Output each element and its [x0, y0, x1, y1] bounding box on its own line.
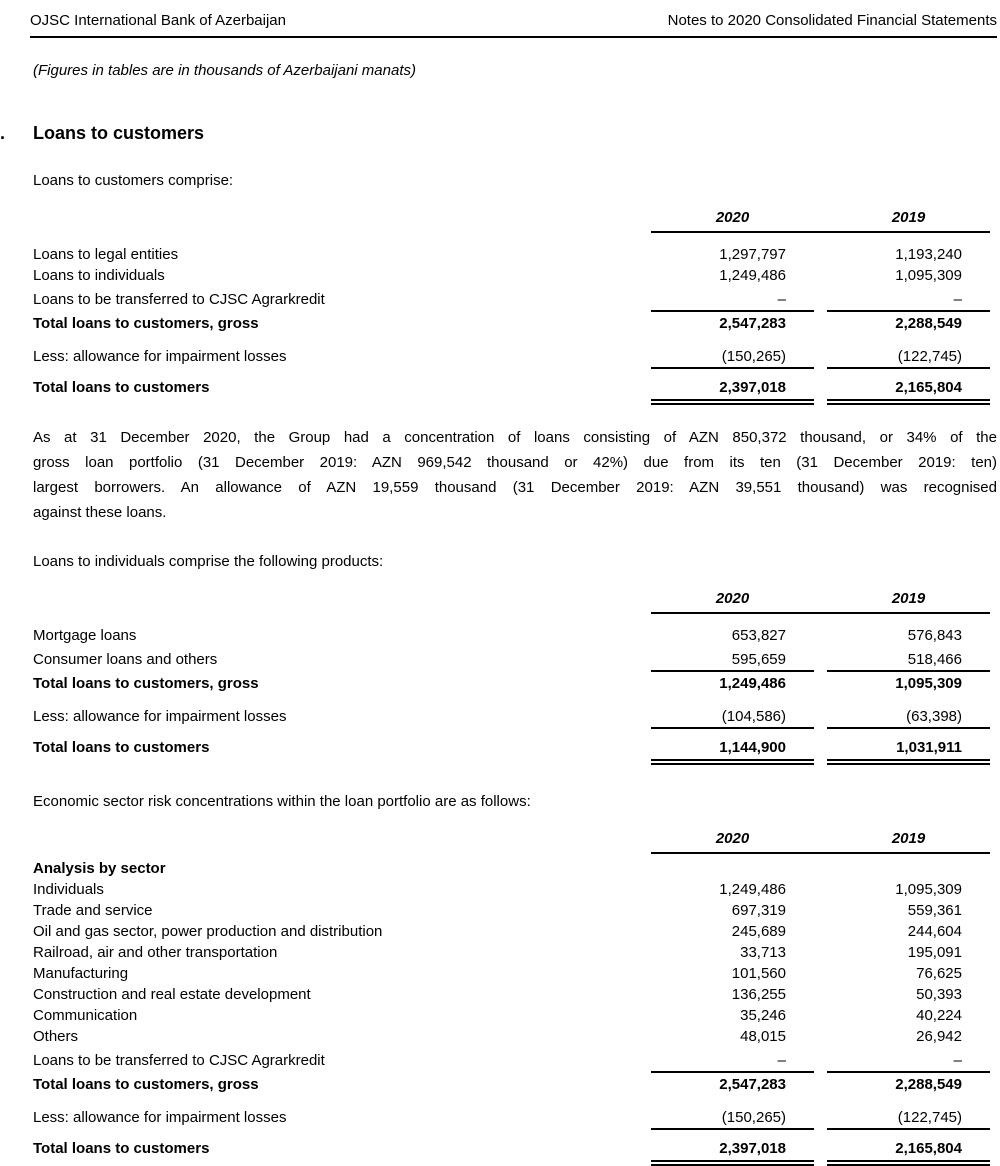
- row-label: Individuals: [33, 881, 104, 898]
- table-section-row: [33, 860, 990, 881]
- row-label: Others: [33, 1028, 79, 1045]
- value-2019: 1,031,911: [827, 739, 990, 765]
- value-2020: 2,547,283: [719, 315, 786, 332]
- table-row-total: [33, 739, 990, 765]
- row-label: Total loans to customers, gross: [33, 315, 259, 332]
- value-2020: 1,249,486: [719, 881, 786, 898]
- row-label: Manufacturing: [33, 965, 129, 982]
- value-2020: 2,547,283: [719, 1076, 786, 1093]
- value-2019: 40,224: [916, 1007, 962, 1024]
- section-heading: [0, 123, 997, 144]
- figures-note: (Figures in tables are in thousands of Azerbaijani manats): [33, 62, 416, 79]
- value-2019: 1,095,309: [895, 267, 962, 284]
- row-label: Railroad, air and other transportation: [33, 944, 278, 961]
- row-label: Loans to be transferred to CJSC Agrarkredit: [33, 291, 325, 308]
- row-label: Oil and gas sector, power production and distribution: [33, 923, 383, 940]
- table-loans-to-individuals-products: [33, 590, 990, 765]
- value-2019: 2,165,804: [827, 1140, 990, 1166]
- section-title: Loans to customers: [33, 123, 205, 143]
- table-row: [33, 291, 990, 312]
- value-2019: 576,843: [907, 627, 962, 644]
- table-economic-sector-concentrations: [33, 830, 990, 1166]
- row-label: Total loans to customers: [33, 379, 210, 396]
- value-2019: 26,942: [916, 1028, 962, 1045]
- value-2020: –: [651, 291, 814, 312]
- table-header-row: [33, 590, 990, 614]
- table2-lead: Loans to individuals comprise the following products:: [33, 553, 384, 570]
- value-2020: 245,689: [731, 923, 786, 940]
- row-label: Total loans to customers: [33, 1140, 210, 1157]
- running-header: [30, 12, 997, 38]
- value-2019: (63,398): [827, 708, 990, 729]
- table-row: [33, 965, 990, 986]
- table-row: [33, 1028, 990, 1049]
- value-2019: 1,095,309: [895, 881, 962, 898]
- value-2020: 2,397,018: [651, 1140, 814, 1166]
- table-row-total-gross: [33, 315, 990, 336]
- value-2019: 2,288,549: [895, 315, 962, 332]
- value-2019: 2,165,804: [827, 379, 990, 405]
- table-row: [33, 881, 990, 902]
- table-row-allowance: [33, 348, 990, 369]
- table-row: [33, 923, 990, 944]
- column-header-2020: 2020: [715, 590, 750, 607]
- value-2019: –: [827, 291, 990, 312]
- table-header-row: [33, 209, 990, 233]
- row-label: Loans to legal entities: [33, 246, 179, 263]
- header-company-name: OJSC International Bank of Azerbaijan: [30, 12, 286, 29]
- value-2019: 518,466: [827, 651, 990, 672]
- value-2020: (104,586): [651, 708, 814, 729]
- value-2020: 1,144,900: [651, 739, 814, 765]
- row-label: Less: allowance for impairment losses: [33, 708, 287, 725]
- table-row: [33, 651, 990, 672]
- table-row-total: [33, 1140, 990, 1166]
- table-loans-to-customers-comprise: [33, 209, 990, 405]
- table-header-row: [33, 830, 990, 854]
- value-2020: 35,246: [740, 1007, 786, 1024]
- table-row: [33, 1007, 990, 1028]
- row-label: Communication: [33, 1007, 138, 1024]
- column-header-2019: 2019: [891, 590, 926, 607]
- value-2020: 1,249,486: [719, 675, 786, 692]
- value-2020: 101,560: [731, 965, 786, 982]
- paragraph-line: As at 31 December 2020, the Group had a concentration of loans consisting of AZN 850,372 thousand, or 34% of the: [33, 429, 997, 446]
- row-label: Loans to individuals: [33, 267, 165, 284]
- row-label: Analysis by sector: [33, 860, 166, 877]
- value-2019: 195,091: [907, 944, 962, 961]
- table-row-allowance: [33, 1109, 990, 1130]
- row-label: Loans to be transferred to CJSC Agrarkredit: [33, 1052, 325, 1069]
- value-2020: 33,713: [740, 944, 786, 961]
- value-2020: 697,319: [731, 902, 786, 919]
- value-2019: (122,745): [827, 1109, 990, 1130]
- row-label: Consumer loans and others: [33, 651, 218, 668]
- value-2020: 136,255: [731, 986, 786, 1003]
- value-2020: 48,015: [740, 1028, 786, 1045]
- paragraph-line: gross loan portfolio (31 December 2019: AZN 969,542 thousand or 42%) due from its ten (31 December 2019: ten): [33, 454, 997, 471]
- paragraph-line: largest borrowers. An allowance of AZN 19,559 thousand (31 December 2019: AZN 39,551 thousand) was recognised: [33, 479, 997, 496]
- value-2020: (150,265): [651, 348, 814, 369]
- value-2020: 1,297,797: [719, 246, 786, 263]
- table3-lead: Economic sector risk concentrations within the loan portfolio are as follows:: [33, 793, 531, 810]
- value-2020: 2,397,018: [651, 379, 814, 405]
- column-header-2020: 2020: [715, 209, 750, 226]
- value-2019: 1,095,309: [895, 675, 962, 692]
- table-row: [33, 1052, 990, 1073]
- table-row: [33, 902, 990, 923]
- column-header-2020: 2020: [715, 830, 750, 847]
- table1-lead: Loans to customers comprise:: [33, 172, 234, 189]
- row-label: Trade and service: [33, 902, 153, 919]
- value-2020: 595,659: [651, 651, 814, 672]
- section-number-fragment: .: [0, 123, 6, 143]
- column-header-2019: 2019: [891, 830, 926, 847]
- paragraph-line: against these loans.: [33, 504, 167, 521]
- row-label: Mortgage loans: [33, 627, 137, 644]
- concentration-paragraph: [33, 425, 997, 525]
- table-row-total-gross: [33, 1076, 990, 1097]
- table-row-allowance: [33, 708, 990, 729]
- row-label: Construction and real estate development: [33, 986, 311, 1003]
- value-2019: 559,361: [907, 902, 962, 919]
- value-2019: 244,604: [907, 923, 962, 940]
- value-2020: 653,827: [731, 627, 786, 644]
- table-row-total: [33, 379, 990, 405]
- value-2019: 1,193,240: [895, 246, 962, 263]
- value-2019: –: [827, 1052, 990, 1073]
- table-row-total-gross: [33, 675, 990, 696]
- table-row: [33, 267, 990, 288]
- value-2020: (150,265): [651, 1109, 814, 1130]
- row-label: Less: allowance for impairment losses: [33, 1109, 287, 1126]
- value-2020: 1,249,486: [719, 267, 786, 284]
- row-label: Total loans to customers, gross: [33, 675, 259, 692]
- value-2019: 50,393: [916, 986, 962, 1003]
- header-document-title: Notes to 2020 Consolidated Financial Statements: [667, 12, 997, 29]
- column-header-2019: 2019: [891, 209, 926, 226]
- value-2020: –: [651, 1052, 814, 1073]
- table-row: [33, 944, 990, 965]
- value-2019: (122,745): [827, 348, 990, 369]
- row-label: Total loans to customers, gross: [33, 1076, 259, 1093]
- row-label: Total loans to customers: [33, 739, 210, 756]
- row-label: Less: allowance for impairment losses: [33, 348, 287, 365]
- value-2019: 2,288,549: [895, 1076, 962, 1093]
- table-row: [33, 246, 990, 267]
- table-row: [33, 986, 990, 1007]
- table-row: [33, 627, 990, 648]
- value-2019: 76,625: [916, 965, 962, 982]
